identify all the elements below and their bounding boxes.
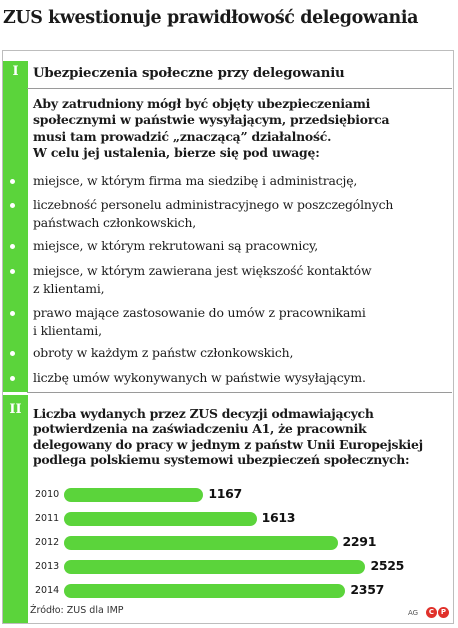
criteria-list-item <box>33 237 448 255</box>
criteria-text: i klientami, <box>33 322 102 338</box>
question-line: potwierdzenia na zaświadczeniu A1, że pracownik <box>33 421 367 437</box>
source-note: Źródło: ZUS dla IMP <box>30 605 124 616</box>
criteria-text: miejsce, w którym firma ma siedzibę i administrację, <box>33 173 358 188</box>
chart-value-label: 1167 <box>208 486 242 501</box>
chart-value-label: 2357 <box>350 582 384 597</box>
bullet-dot-icon <box>10 269 15 274</box>
chart-year-label: 2013 <box>35 561 60 572</box>
criteria-text: państwach członkowskich, <box>33 214 197 230</box>
page-title: ZUS kwestionuje prawidłowość delegowania <box>3 8 419 28</box>
question-line: podlega polskiemu systemowi ubezpieczeń społecznych: <box>33 451 410 467</box>
chart-bar <box>64 560 365 574</box>
question-line: delegowany do pracy w jednym z państw Unii Europejskiej <box>33 436 423 452</box>
section1-accent-bar <box>3 61 28 392</box>
chart-bar <box>64 584 345 598</box>
section1-number: I <box>12 64 19 79</box>
copyright-logo-c <box>426 607 437 618</box>
criteria-text: liczebność personelu administracyjnego w poszczególnych <box>33 197 394 212</box>
author-credit: AG <box>408 609 419 617</box>
criteria-list-item <box>33 196 448 231</box>
chart-bar <box>64 488 203 502</box>
criteria-text: miejsce, w którym rekrutowani są pracownicy, <box>33 238 318 253</box>
chart-value-label: 2291 <box>342 534 377 549</box>
bullet-dot-icon <box>10 179 15 184</box>
bullet-dot-icon <box>10 244 15 249</box>
criteria-list-item <box>33 369 448 387</box>
intro-line: społecznymi w państwie wysyłającym, przedsiębiorca <box>33 112 390 128</box>
chart-bar <box>64 512 257 526</box>
criteria-list-item <box>33 304 448 339</box>
section1-intro <box>33 96 448 161</box>
intro-line: Aby zatrudniony mógł być objęty ubezpieczeniami <box>33 96 371 111</box>
criteria-list-item <box>33 344 448 362</box>
chart-year-label: 2010 <box>35 489 60 500</box>
criteria-text: liczbę umów wykonywanych w państwie wysyłającym. <box>33 370 366 385</box>
chart-year-label: 2014 <box>35 585 60 596</box>
logo-letter: P <box>440 608 447 616</box>
bullet-dot-icon <box>10 203 15 208</box>
criteria-text: miejsce, w którym zawierana jest większość kontaktów <box>33 263 372 278</box>
logo-letter: C <box>428 608 435 616</box>
chart-value-label: 2525 <box>370 558 405 573</box>
section2-question <box>33 406 451 467</box>
section1-heading: Ubezpieczenia społeczne przy delegowaniu <box>33 66 345 81</box>
criteria-text: obroty w każdym z państw członkowskich, <box>33 345 294 360</box>
bullet-dot-icon <box>10 311 15 316</box>
chart-year-label: 2012 <box>35 537 60 548</box>
section2-accent-bar <box>3 395 28 623</box>
section2-number: II <box>9 402 22 417</box>
criteria-list-item <box>33 262 448 297</box>
bullet-dot-icon <box>10 351 15 356</box>
section1-divider <box>27 88 452 89</box>
copyright-logo-p <box>438 607 449 618</box>
chart-year-label: 2011 <box>35 513 60 524</box>
section2-divider <box>27 392 452 393</box>
criteria-text: prawo mające zastosowanie do umów z pracownikami <box>33 305 366 320</box>
bullet-dot-icon <box>10 376 15 381</box>
criteria-list-item <box>33 172 448 190</box>
criteria-text: z klientami, <box>33 280 105 296</box>
chart-value-label: 1613 <box>261 510 296 525</box>
chart-bar <box>64 536 338 550</box>
intro-line: musi tam prowadzić „znaczącą” działalność. <box>33 128 332 144</box>
question-line: Liczba wydanych przez ZUS decyzji odmawiających <box>33 406 374 421</box>
intro-line: W celu jej ustalenia, bierze się pod uwagę: <box>33 144 320 160</box>
